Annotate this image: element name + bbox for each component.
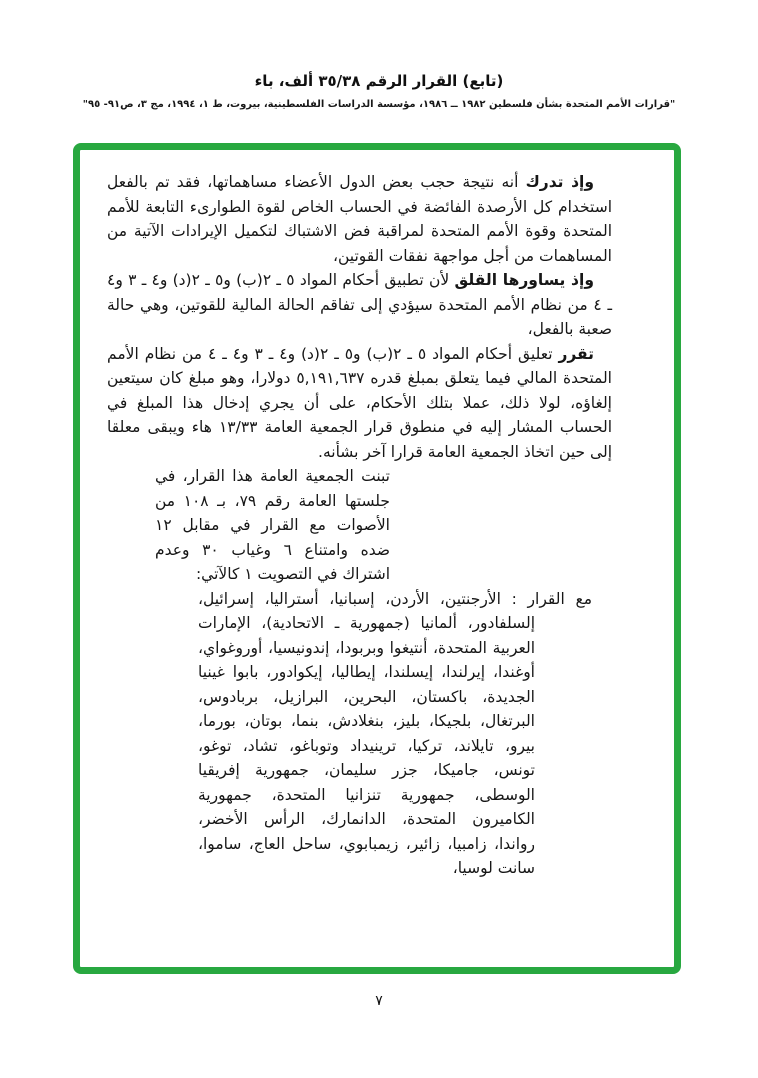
vote-list-label: مع القرار : (511, 589, 592, 608)
paragraph-text: أنه نتيجة حجب بعض الدول الأعضاء مساهماتها، فقد تم بالفعل استخدام كل الأرصدة الفائضة في الحساب الخاص لقوة الطوارىء التابعة للأمم المتحدة وقوة الأمم المتحدة لمراقبة فض الاشتباك لتكميل الإيرادات الآتية من المساهمات من أجل مواجهة نفقات القوتين، (107, 173, 612, 265)
page-number: ٧ (375, 993, 383, 1009)
paragraph-text: لأن تطبيق أحكام المواد ٥ ـ ٢(ب) و٥ ـ ٢(د) و٤ ـ ٣ و٤ ـ ٤ من نظام الأمم المتحدة سيؤدي إلى تفاقم الحالة المالية للقوتين، وهي حالة صعبة بالفعل، (107, 271, 612, 338)
vote-list (198, 587, 592, 881)
paragraph-lead-word: وإذ تدرك (525, 173, 594, 191)
source-citation: "قرارات الأمم المتحدة بشأن فلسطين ١٩٨٢ ــ ١٩٨٦، مؤسسة الدراسات الفلسطينية، بيروت، ط ١، ١٩٩٤، مج ٣، ص٩١- ٩٥" (82, 99, 676, 110)
resolution-paragraph (107, 342, 612, 465)
page-title: (تابع) القرار الرقم ٣٥/٣٨ ألف، باء (254, 72, 504, 90)
resolution-paragraph (107, 268, 612, 342)
paragraph-text: تعليق أحكام المواد ٥ ـ ٢(ب) و٥ ـ ٢(د) و٤ ـ ٣ و٤ ـ ٤ من نظام الأمم المتحدة المالي فيما يتعلق بمبلغ قدره ٥,١٩١,٦٣٧ دولارا، وهو مبلغ كان سيتعين إلغاؤه، لولا ذلك، عملا بتلك الأحكام، على أن يجري إدخال هذا المبلغ في الحساب المشار إليه في منطوق قرار الجمعية العامة ١٣/٣٣ هاء ويبقى معلقا إلى حين اتخاذ الجمعية العامة قرارا آخر بشأنه. (107, 344, 612, 461)
vote-list-countries: الأرجنتين، الأردن، إسبانيا، أستراليا، إسرائيل، إلسلفادور، ألمانيا (جمهورية ـ الاتحادية)، الإمارات العربية المتحدة، أنتيغوا وبربودا، إندونيسيا، أوروغواي، أوغندا، إيرلندا، إيسلندا، إيطاليا، إيكوادور، بابوا غينيا الجديدة، باكستان، البحرين، البرازيل، بربادوس، البرتغال، بلجيكا، بليز، بنغلادش، بنما، بوتان، بورما، بيرو، تايلاند، تركيا، ترينيداد وتوباغو، تشاد، توغو، تونس، جاميكا، جزر سليمان، جمهورية إفريقيا الوسطى، جمهورية تنزانيا المتحدة، جمهورية الكاميرون المتحدة، الدانمارك، الرأس الأخضر، رواندا، زامبيا، زائير، زيمبابوي، ساحل العاج، ساموا، سانت لوسيا، (198, 589, 535, 877)
paragraph-lead-word: وإذ يساورها القلق (454, 271, 594, 289)
green-frame (73, 143, 681, 974)
resolution-paragraph (107, 170, 612, 268)
adoption-note: تبنت الجمعية العامة هذا القرار، في جلستها العامة رقم ٧٩، بـ ١٠٨ من الأصوات مع القرار في مقابل ١٢ ضده وامتناع ٦ وغياب ٣٠ وعدم اشتراك في التصويت ١ كالآتي: (155, 467, 391, 583)
text-column (107, 170, 612, 881)
paragraph-lead-word: تقرر (558, 344, 594, 363)
